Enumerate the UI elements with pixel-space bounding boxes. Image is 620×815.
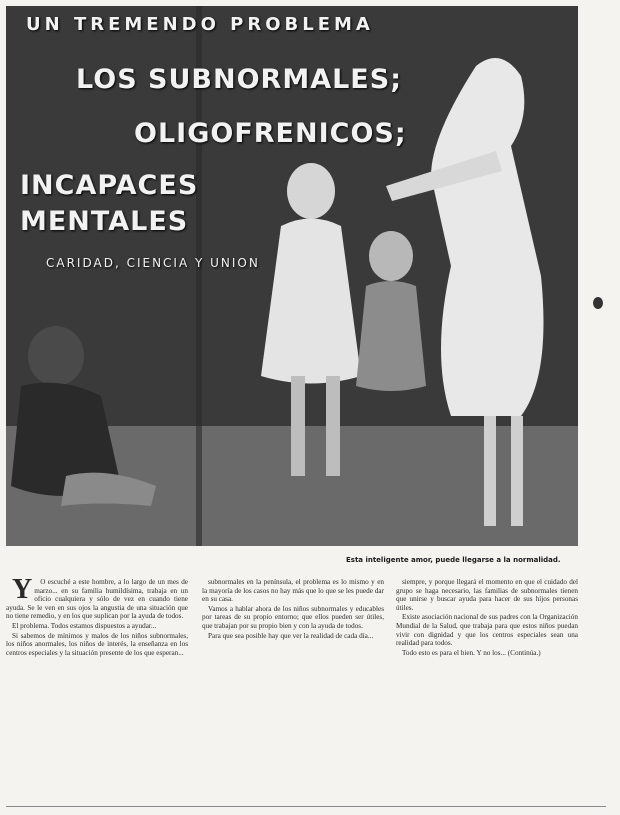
photo-caption: Esta inteligente amor, puede llegarse a la normalidad.: [346, 556, 561, 564]
headline-kicker: UN TREMENDO PROBLEMA: [26, 14, 374, 35]
article-column-1: [6, 578, 188, 778]
feature-photo: [6, 6, 578, 546]
headline-title-line-4: MENTALES: [20, 206, 189, 237]
paragraph: Todo esto es para el bien. Y no los... (Continúa.): [402, 648, 541, 657]
bottom-rule: [6, 806, 606, 807]
paragraph: subnormales en la península, el problema es lo mismo y en la mayoría de los casos no hay más que lo que se les puede dar en su casa.: [202, 578, 384, 604]
article-column-3: [396, 578, 578, 778]
paragraph: Existe asociación nacional de sus padres con la Organización Mundial de la Salud, que trabaja para que estos niños puedan vivir con dignidad y que los centros especiales sean una realidad para todos.: [396, 613, 578, 648]
binding-hole: [593, 297, 603, 309]
paragraph: Vamos a hablar ahora de los niños subnormales y educables por tareas de su propio entorno; que ellos pueden ser útiles, que trabajan por su propio bien y con la ayuda de todos.: [202, 604, 384, 630]
article-column-2: [202, 578, 384, 778]
paragraph: Para que sea posible hay que ver la realidad de cada día...: [208, 631, 374, 640]
headline-title-line-3: INCAPACES: [20, 170, 199, 201]
paragraph: El problema. Todos estamos dispuestos a ayudar...: [12, 621, 157, 630]
paragraph: O escuché a este hombre, a lo largo de un mes de marzo... en su familia humildísima, trabaja en un oficio cualquiera y sólo de vez en cuando tiene ayuda. Se le ven en sus ojos la angustia de una situación que no tiene remedio, y en los que suplican por la ayuda de todos.: [6, 578, 188, 621]
headline-subtitle: CARIDAD, CIENCIA Y UNION: [46, 256, 260, 270]
dropcap: Y: [12, 578, 33, 605]
paragraph: Si sabemos de mínimos y malos de los niños subnormales, los niños anormales, los niños de interés, la enseñanza en los centros especiales y la situación presente de los que esperan...: [6, 631, 188, 657]
article-body: [6, 578, 578, 778]
headline-title-line-2: OLIGOFRENICOS;: [134, 118, 407, 149]
paragraph: siempre, y porque llegará el momento en que el cuidado del grupo se haga necesario, las familias de subnormales tienen que unirse y buscar ayuda para hacer de sus hijos personas útiles.: [396, 578, 578, 612]
headline-title-line-1: LOS SUBNORMALES;: [76, 64, 402, 95]
